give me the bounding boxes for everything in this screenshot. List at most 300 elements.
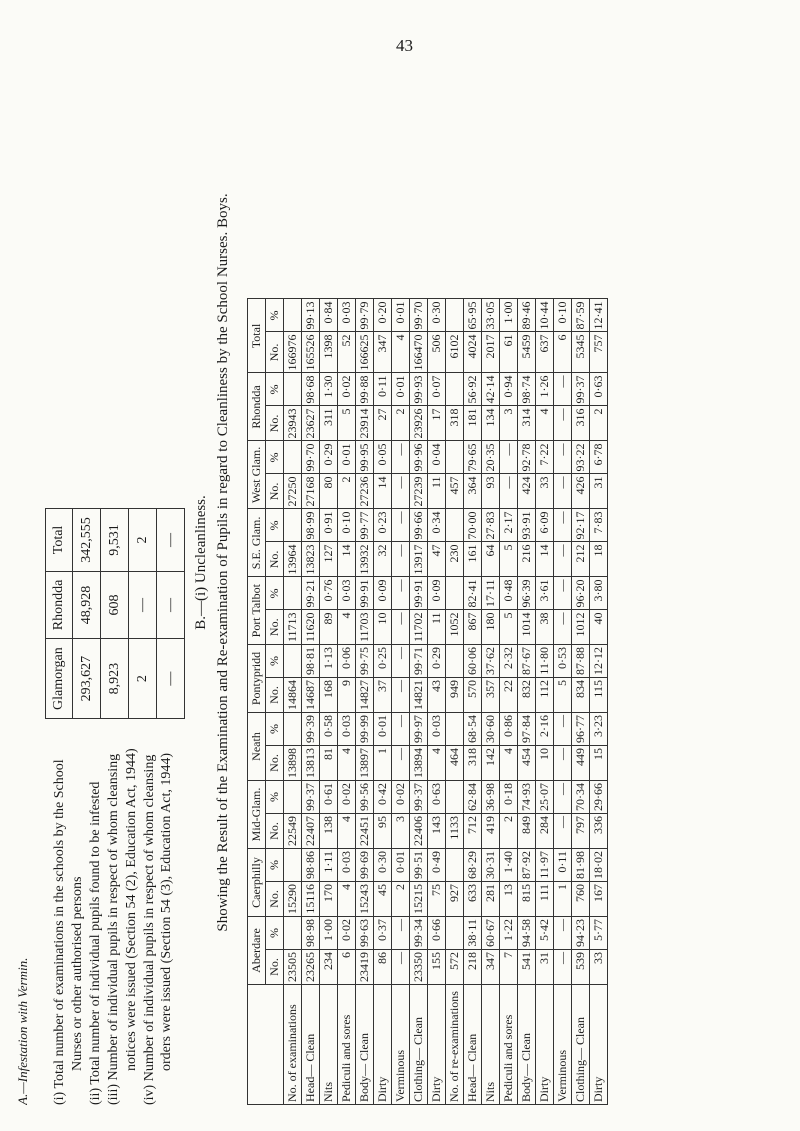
table-cell: 166976 [284,332,302,373]
table-cell: 99·37 [572,373,590,406]
table-row [428,299,446,1105]
table-cell: — [392,950,410,985]
table-cell: 70·00 [464,509,482,542]
row-label: Dirty [374,985,392,1105]
table-cell: — [392,713,410,746]
table-cell: 0·76 [320,577,338,610]
table-cell: 4024 [464,332,482,373]
table-cell [284,441,302,474]
table-cell: 23350 [410,950,428,985]
table-cell: 4 [428,746,446,781]
table-cell: 61 [500,332,518,373]
table-cell: 10 [374,610,392,645]
table-cell [284,849,302,882]
table-cell: 99·97 [410,713,428,746]
table-cell: 81·98 [572,849,590,882]
table-cell: 927 [446,882,464,917]
row-label: Head— Clean [302,985,320,1105]
subhead: No. [266,882,284,917]
table-cell: 7·83 [590,509,608,542]
table-cell: 0·37 [374,917,392,950]
table-cell: 22451 [356,814,374,849]
table-cell: 94·23 [572,917,590,950]
table-cell [446,299,464,332]
table-cell: 99·69 [356,849,374,882]
row-label: Verminous [554,985,572,1105]
table-cell: 357 [482,678,500,713]
table-cell: 834 [572,678,590,713]
table-cell: — [554,950,572,985]
table-row [536,299,554,1105]
table-cell: 0·01 [374,713,392,746]
table-cell: 0·86 [500,713,518,746]
table-cell: — [392,542,410,577]
table-row [374,299,392,1105]
row-label: No. of re-examinations [446,985,464,1105]
table-cell: 4 [338,610,356,645]
table-cell: — [392,474,410,509]
table-cell: 9 [338,678,356,713]
table-cell: 23926 [410,406,428,441]
area-header: West Glam. [248,441,266,509]
table-cell [446,781,464,814]
table-cell [446,713,464,746]
table-cell: 87·67 [518,645,536,678]
table-cell: 0·30 [428,299,446,332]
table-cell: 14687 [302,678,320,713]
table-cell: 5·77 [590,917,608,950]
table-row [572,299,590,1105]
subhead: No. [266,746,284,781]
table-cell: 4 [338,814,356,849]
table-cell: 13898 [284,746,302,781]
table-cell: 3·23 [590,713,608,746]
table-cell: 96·39 [518,577,536,610]
table-cell: 0·01 [392,373,410,406]
table-cell: 99·56 [356,781,374,814]
table-cell: 0·66 [428,917,446,950]
table-row [482,299,500,1105]
table-cell: 1 [554,882,572,917]
summary-cell: 293,627 [73,639,101,719]
table-cell: 99·91 [356,577,374,610]
table-cell [446,373,464,406]
table-cell: 316 [572,406,590,441]
table-cell: 1014 [518,610,536,645]
table-cell: 99·77 [356,509,374,542]
table-cell [284,781,302,814]
table-cell: 33 [536,474,554,509]
table-cell: 0·01 [392,299,410,332]
table-cell: 0·23 [374,509,392,542]
subhead: % [266,713,284,746]
table-cell: — [554,917,572,950]
table-cell [284,373,302,406]
subhead: % [266,781,284,814]
table-cell: 94·58 [518,917,536,950]
table-cell: 6·78 [590,441,608,474]
table-cell: 0·94 [500,373,518,406]
table-row [356,299,374,1105]
table-cell: 2·16 [536,713,554,746]
table-cell: 23627 [302,406,320,441]
table-row [518,299,536,1105]
table-cell: 14 [338,542,356,577]
table-cell: 98·81 [302,645,320,678]
table-cell: 13897 [356,746,374,781]
summary-cell: 608 [101,571,129,639]
table-cell: 98·86 [302,849,320,882]
table-cell: 797 [572,814,590,849]
table-cell: 92·78 [518,441,536,474]
area-header: Caerphilly [248,849,266,917]
table-cell: 62·84 [464,781,482,814]
summary-item: (i) Total number of examinations in the schools by the School Nurses or other authorised persons [52,759,85,1105]
table-cell: 17·11 [482,577,500,610]
table-row [500,299,518,1105]
table-cell: — [554,746,572,781]
area-header: Total [248,299,266,373]
table-cell: 27239 [410,474,428,509]
table-cell: 14827 [356,678,374,713]
table-cell [284,509,302,542]
table-cell: 0·03 [338,713,356,746]
table-cell: 99·79 [356,299,374,332]
summary-cell: 9,531 [101,509,129,572]
table-cell: 31 [590,474,608,509]
subhead: No. [266,542,284,577]
table-cell: 14 [536,542,554,577]
table-cell: 96·77 [572,713,590,746]
row-label: Nits [320,985,338,1105]
section-title: B.—(i) Uncleanliness. [193,495,209,630]
table-cell: 45 [374,882,392,917]
table-cell: 15290 [284,882,302,917]
row-label: Verminous [392,985,410,1105]
table-cell: — [392,678,410,713]
table-cell: 56·92 [464,373,482,406]
summary-cell: 48,928 [73,571,101,639]
table-cell: 218 [464,950,482,985]
table-cell: 99·37 [302,781,320,814]
table-cell: 13917 [410,542,428,577]
table-row [284,299,302,1105]
table-cell: 347 [374,332,392,373]
row-label: Dirty [590,985,608,1105]
table-cell: 22407 [302,814,320,849]
subhead: % [266,441,284,474]
table-cell: 0·61 [320,781,338,814]
table-cell: 99·91 [410,577,428,610]
table-cell: 15215 [410,882,428,917]
table-cell: 1398 [320,332,338,373]
summary-cell: — [157,639,185,719]
table-cell [446,849,464,882]
table-cell: 127 [320,542,338,577]
table-cell: 134 [482,406,500,441]
table-cell: 82·41 [464,577,482,610]
table-cell: 13894 [410,746,428,781]
subhead: No. [266,474,284,509]
table-cell: 506 [428,332,446,373]
running-head: A.—Infestation with Vermin. [15,957,30,1105]
table-cell: 22549 [284,814,302,849]
table-cell: 1·26 [536,373,554,406]
table-cell: 27·83 [482,509,500,542]
table-cell: 99·71 [410,645,428,678]
table-cell: 29·66 [590,781,608,814]
table-cell: 52 [338,332,356,373]
table-cell: 4 [392,332,410,373]
table-row [590,299,608,1105]
table-cell: 0·91 [320,509,338,542]
table-cell: 11703 [356,610,374,645]
table-cell: 0·05 [374,441,392,474]
table-cell: 161 [464,542,482,577]
row-label: Head— Clean [464,985,482,1105]
table-cell [446,509,464,542]
table-cell: 449 [572,746,590,781]
table-cell: 815 [518,882,536,917]
table-cell: 0·04 [428,441,446,474]
subhead: % [266,577,284,610]
table-cell: 87·92 [518,849,536,882]
table-cell: 0·53 [554,645,572,678]
table-cell: 1052 [446,610,464,645]
table-cell: 93 [482,474,500,509]
table-cell: 15116 [302,882,320,917]
table-cell: 165526 [302,332,320,373]
table-cell: 234 [320,950,338,985]
table-cell: 3·80 [590,577,608,610]
table-cell: 112 [536,678,554,713]
table-cell: 60·06 [464,645,482,678]
table-cell: 2 [500,814,518,849]
table-cell: 79·65 [464,441,482,474]
table-cell: 89 [320,610,338,645]
table-cell: 64 [482,542,500,577]
table-cell: 0·03 [338,577,356,610]
area-header: S.E. Glam. [248,509,266,577]
table-cell: 1·11 [320,849,338,882]
table-cell: 30·60 [482,713,500,746]
table-cell [284,713,302,746]
table-cell: 1·22 [500,917,518,950]
table-cell: 0·20 [374,299,392,332]
table-cell: 23419 [356,950,374,985]
area-header: Mid-Glam. [248,781,266,849]
table-cell: 314 [518,406,536,441]
table-cell: 81 [320,746,338,781]
table-cell: 1 [374,746,392,781]
table-cell: — [392,509,410,542]
table-cell: 0·02 [338,917,356,950]
table-cell: 99·70 [302,441,320,474]
table-cell: 0·18 [500,781,518,814]
subhead: % [266,373,284,406]
table-cell: 111 [536,882,554,917]
table-cell: 11 [428,474,446,509]
summary-cell: — [129,571,157,639]
table-cell: 18·02 [590,849,608,882]
table-cell: 143 [428,814,446,849]
table-cell: 712 [464,814,482,849]
table-cell: 33 [590,950,608,985]
table-row [554,299,572,1105]
table-cell: — [500,474,518,509]
table-cell: 27236 [356,474,374,509]
page-number: 43 [396,36,413,55]
table-cell: 27 [374,406,392,441]
table-cell: 454 [518,746,536,781]
table-row [392,299,410,1105]
table-cell: 757 [590,332,608,373]
table-cell: 98·74 [518,373,536,406]
table-cell: 37·62 [482,645,500,678]
table-cell: — [554,542,572,577]
table-cell: 99·37 [410,781,428,814]
table-cell: 23943 [284,406,302,441]
table-cell: 3 [392,814,410,849]
table-row [410,299,428,1105]
table-cell: 92·17 [572,509,590,542]
table-cell: 80 [320,474,338,509]
table-cell: 6 [554,332,572,373]
table-cell: 99·95 [356,441,374,474]
table-row [464,299,482,1105]
table-cell: 1133 [446,814,464,849]
table-cell: 0·09 [374,577,392,610]
table-cell: 949 [446,678,464,713]
table-cell: 10·44 [536,299,554,332]
table-cell: 98·99 [302,509,320,542]
table-cell: 1·30 [320,373,338,406]
table-cell: 0·10 [554,299,572,332]
table-cell: 1·40 [500,849,518,882]
table-cell: 65·95 [464,299,482,332]
summary-header: Total [46,509,73,572]
table-cell: 15243 [356,882,374,917]
subhead: No. [266,814,284,849]
table-cell: 0·02 [338,373,356,406]
table-cell: 22406 [410,814,428,849]
table-cell: 20·35 [482,441,500,474]
table-cell: 0·02 [392,781,410,814]
table-cell: 11620 [302,610,320,645]
table-cell [284,299,302,332]
table-cell: 849 [518,814,536,849]
table-cell: 98·68 [302,373,320,406]
table-cell: 0·01 [338,441,356,474]
table-cell: 311 [320,406,338,441]
table-cell: 99·51 [410,849,428,882]
table-cell: 25·07 [536,781,554,814]
table-cell: 0·49 [428,849,446,882]
table-cell: 347 [482,950,500,985]
table-cell: — [554,577,572,610]
table-cell: 13823 [302,542,320,577]
row-label: Body— Clean [356,985,374,1105]
table-cell: 0·03 [338,849,356,882]
rotated-page-content [15,20,800,1105]
table-cell [446,917,464,950]
table-cell: 318 [464,746,482,781]
summary-cell: 2 [129,639,157,719]
table-cell: 99·70 [410,299,428,332]
row-label: Body— Clean [518,985,536,1105]
table-cell: 99·88 [356,373,374,406]
table-cell: 27168 [302,474,320,509]
table-cell [284,917,302,950]
table-cell: 364 [464,474,482,509]
table-cell: 419 [482,814,500,849]
table-cell: 0·84 [320,299,338,332]
row-label: Pediculi and sores [500,985,518,1105]
table-cell: 74·93 [518,781,536,814]
table-cell: 99·66 [410,509,428,542]
table-row [338,299,356,1105]
table-cell: 0·25 [374,645,392,678]
subhead: No. [266,610,284,645]
table-cell: 5 [338,406,356,441]
table-cell: 4 [500,746,518,781]
table-cell: — [554,781,572,814]
table-cell: 5345 [572,332,590,373]
subhead: % [266,645,284,678]
table-cell: 96·20 [572,577,590,610]
table-cell: 36·98 [482,781,500,814]
table-cell: 284 [536,814,554,849]
table-cell: 426 [572,474,590,509]
table-cell: 167 [590,882,608,917]
table-cell: 142 [482,746,500,781]
table-row [320,299,338,1105]
table-cell: — [554,713,572,746]
area-header: Rhondda [248,373,266,441]
table-cell: 32 [374,542,392,577]
row-label: Clothing— Clean [572,985,590,1105]
table-cell: 11702 [410,610,428,645]
table-cell: — [500,441,518,474]
summary-item: (iii) Number of individual pupils in respect of whom cleansing notices were issued (Section 54 (2), Education Act, 1944) [105,748,139,1105]
table-cell: 3·61 [536,577,554,610]
table-cell [446,441,464,474]
area-header: Pontypridd [248,645,266,713]
table-cell: 68·54 [464,713,482,746]
table-cell: 7·22 [536,441,554,474]
table-cell: 11·80 [536,645,554,678]
table-cell: 23265 [302,950,320,985]
table-cell: 14864 [284,678,302,713]
summary-cell: — [157,509,185,572]
table-cell: 86 [374,950,392,985]
row-label: Clothing— Clean [410,985,428,1105]
table-cell: 31 [536,950,554,985]
table-cell: 38·11 [464,917,482,950]
table-cell: 633 [464,882,482,917]
summary-cell: — [157,571,185,639]
table-cell: 68·29 [464,849,482,882]
subhead: No. [266,678,284,713]
table-cell: 15 [590,746,608,781]
table-cell: — [554,509,572,542]
table-cell: 832 [518,678,536,713]
table-cell: 2 [392,882,410,917]
row-label: Dirty [536,985,554,1105]
table-cell: 760 [572,882,590,917]
table-cell: 5 [500,610,518,645]
table-cell: 5·42 [536,917,554,950]
